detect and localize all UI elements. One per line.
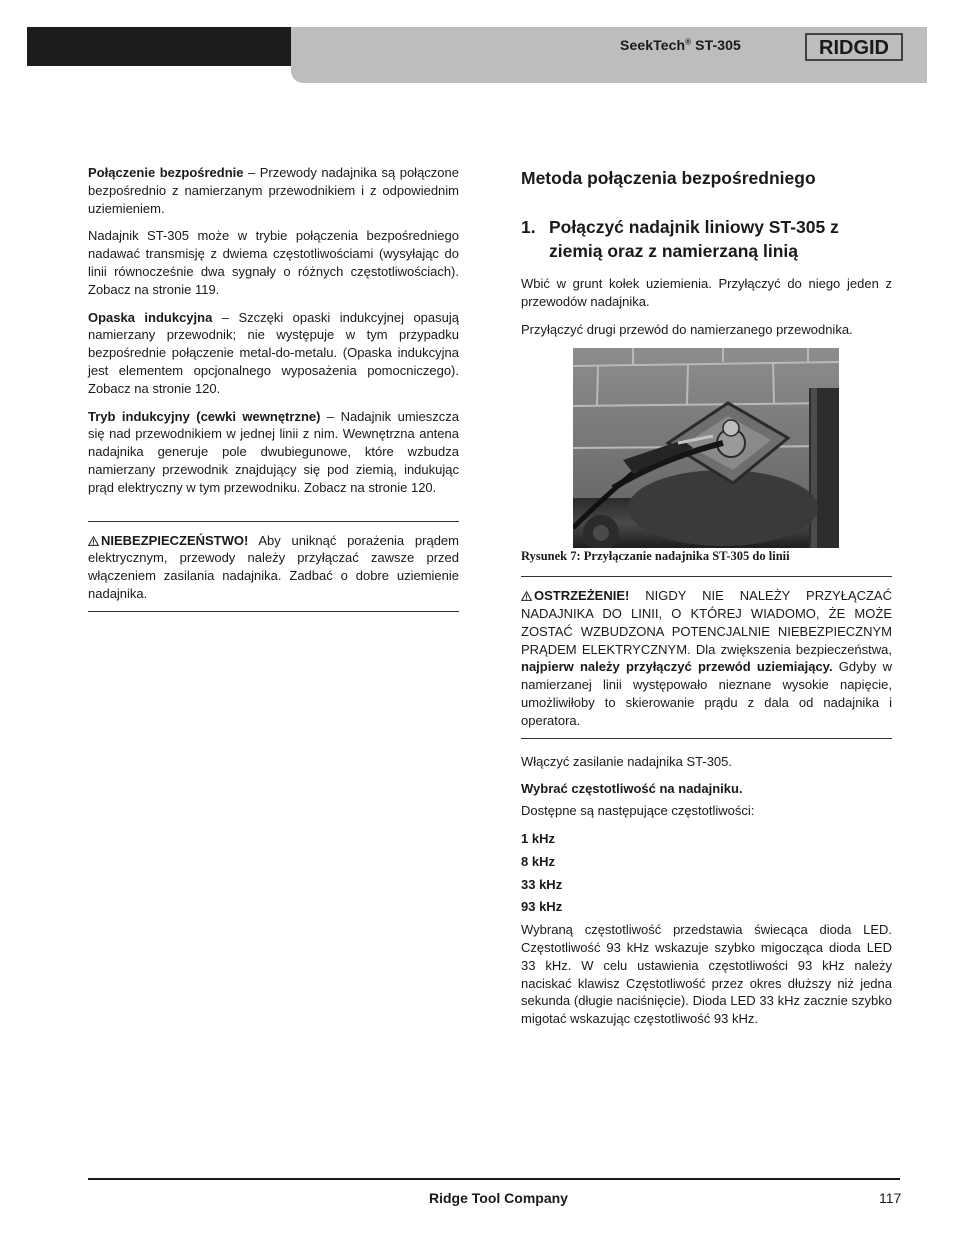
product-model: SeekTech® ST-305 (620, 37, 741, 53)
footer-company: Ridge Tool Company (429, 1190, 568, 1206)
paragraph-clamp: Opaska indukcyjna – Szczęki opaski indukcyjnej opasują namierzany przewodnik; nie występuje w tym przypadku bezpośrednie połączenie metal-do-metalu. (Opaska indukcyjna jest elementem opcjonalnego wyposażenia pomocniczego). Zobacz na stronie 120. (88, 309, 459, 396)
paragraph-second-lead: Przyłączyć drugi przewód do namierzanego przewodnika. (521, 321, 853, 337)
header-black-band (27, 27, 293, 66)
paragraph-led-description: Wybraną częstotliwość przedstawia świecąca dioda LED. Częstotliwość 93 kHz wskazuje szybko migocząca dioda LED 33 kHz. W celu ustawienia częstotliwości 93 kHz należy naciskać klawisz Częstotliwość przez okres dłuższy niż jedna sekunda (długie naciśnięcie). Dioda LED 33 kHz zacznie szybko migotać wskazując częstotliwość 93 kHz. (521, 922, 892, 1027)
footer-rule (88, 1178, 900, 1180)
paragraph-select-frequency: Wybrać częstotliwość na nadajniku. (521, 781, 743, 797)
svg-text:RIDGID: RIDGID (819, 37, 889, 59)
frequency-item: 33 kHz (521, 876, 563, 892)
header-gray-tab (291, 66, 927, 83)
section-title: Metoda połączenia bezpośredniego (521, 168, 816, 188)
page-number: 117 (879, 1190, 902, 1206)
warning-triangle-icon (88, 536, 99, 546)
connection-photo (573, 348, 839, 548)
right-column (521, 164, 892, 1038)
figure-caption: Rysunek 7: Przyłączanie nadajnika ST-305 do linii (521, 549, 790, 564)
paragraph-ground-stake: Wbić w grunt kołek uziemienia. Przyłączyć do niego jeden z przewodów nadajnika. (521, 276, 892, 309)
warning-notice: OSTRZEŻENIE! NIGDY NIE NALEŻY PRZYŁĄCZAĆ NADAJNIKA DO LINII, O KTÓREJ WIADOMO, ŻE MOŻE ZOSTAĆ WZBUDZONA POTENCJALNIE NIEBEZPIECZNYM PRĄDEM ELEKTRYCZNYM. Dla zwiększenia bezpieczeństwa, najpierw należy przyłączyć przewód uziemiający. Gdyby w namierzanej linii występowało nieznane wysokie napięcie, umożliwiłoby to skierowanie prądu z dala od nadajnika i operatora. (521, 588, 893, 728)
danger-notice: NIEBEZPIECZEŃSTWO! Aby uniknąć porażenia prądem elektrycznym, przewody należy przyłączać zawsze przed włączeniem zasilania nadajnika. Zadbać o dobre uziemienie nadajnika. (88, 532, 459, 601)
paragraph-available-frequencies: Dostępne są następujące częstotliwości: (521, 803, 755, 819)
ridgid-logo (805, 33, 903, 61)
paragraph-induction: Tryb indukcyjny (cewki wewnętrzne) – Nadajnik umieszcza się nad przewodnikiem w jednej linii z nim. Wewnętrzna antena nadajnika generuje pole dwubiegunowe, które wzbudza namierzany przewodnik znajdujący się pod ziemią, indukując prąd elektryczny w tym przewodniku. Zobacz na stronie 120. (88, 408, 460, 495)
frequency-item: 8 kHz (521, 853, 555, 869)
frequency-item: 93 kHz (521, 899, 563, 915)
left-column (88, 164, 459, 612)
paragraph-dual-frequency: Nadajnik ST-305 może w trybie połączenia bezpośredniego nadawać transmisję z dwiema częstotliwościami (wysyłając do linii równocześnie dwa sygnały o różnych częstotliwościach). Zobacz na stronie 119. (88, 228, 459, 297)
divider (521, 738, 892, 739)
frequency-item: 1 kHz (521, 830, 555, 846)
warning-triangle-icon (521, 591, 532, 601)
paragraph-power-on: Włączyć zasilanie nadajnika ST-305. (521, 753, 732, 769)
divider (88, 611, 459, 612)
step-heading: 1. Połączyć nadajnik liniowy ST-305 z ziemią oraz z namierzaną linią (521, 217, 839, 261)
paragraph-direct-connection: Połączenie bezpośrednie – Przewody nadajnika są połączone bezpośrednio z namierzanym przewodnikiem i z odpowiednim uziemieniem. (88, 165, 459, 216)
